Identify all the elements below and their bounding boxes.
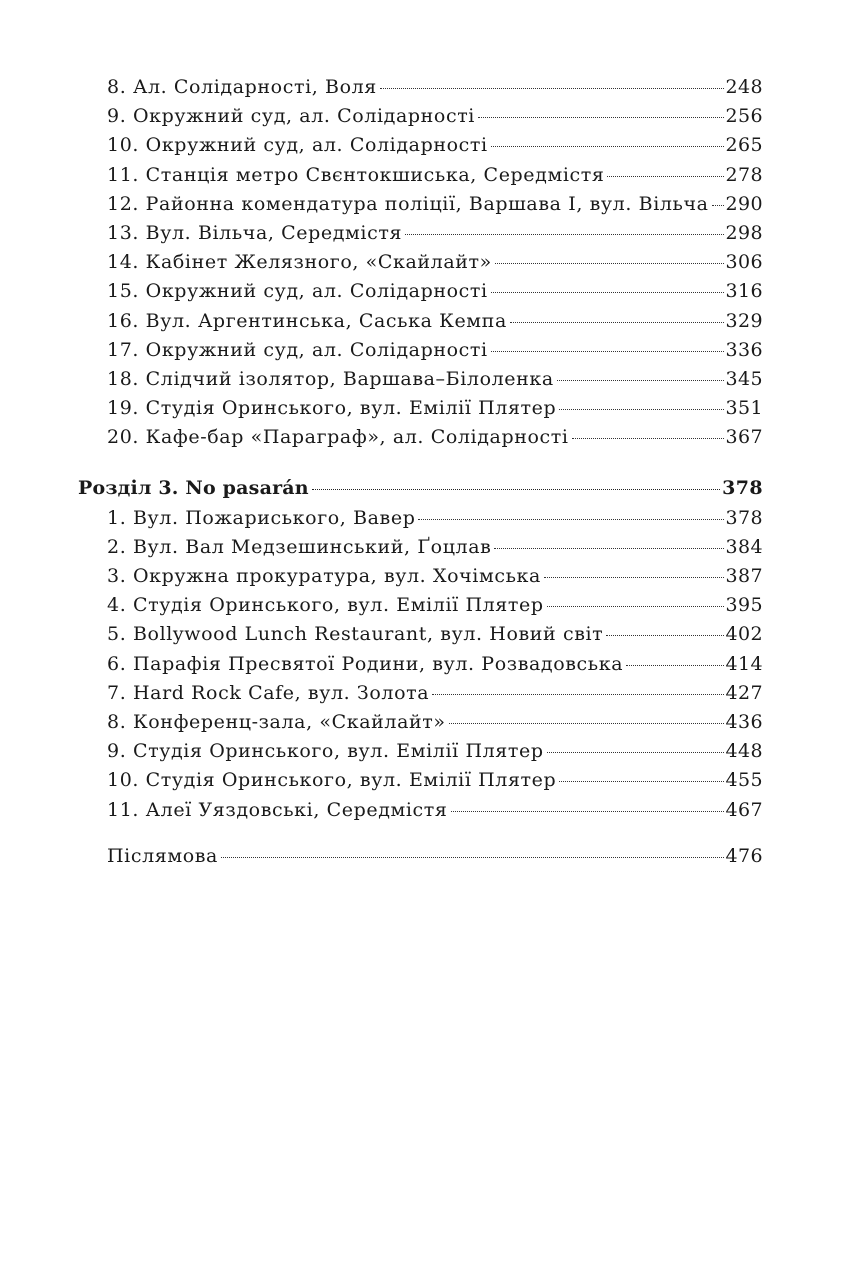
dot-leader: [572, 438, 724, 439]
chapter2-list: [78, 76, 763, 455]
toc-entry: [78, 76, 763, 105]
dot-leader: [559, 409, 723, 410]
toc-entry-page: 329: [725, 309, 763, 332]
toc-entry-title: 19. Студія Оринського, вул. Емілії Плятер: [107, 397, 557, 420]
dot-leader: [418, 519, 723, 520]
dot-leader: [478, 117, 724, 118]
toc-entry-title: 7. Hard Rock Cafe, вул. Золота: [107, 681, 430, 704]
toc-entry-title: 20. Кафе-бар «Параграф», ал. Солідарності: [107, 426, 569, 449]
chapter3-list: [78, 507, 763, 828]
toc-entry: [78, 397, 763, 426]
toc-entry-title: 11. Алеї Уяздовські, Середмістя: [107, 798, 448, 821]
toc-entry-title: 5. Bollywood Lunch Restaurant, вул. Новий світ: [107, 623, 604, 646]
toc-entry: [78, 653, 763, 682]
toc-entry: [78, 134, 763, 163]
dot-leader: [559, 781, 723, 782]
toc-entry-page: 455: [725, 769, 763, 792]
toc-entry-title: 13. Вул. Вільча, Середмістя: [107, 221, 403, 244]
toc-entry-title: 8. Ал. Солідарності, Воля: [107, 76, 377, 98]
toc-entry-page: 256: [725, 105, 763, 128]
table-of-contents: [78, 76, 763, 874]
toc-entry-page: 316: [725, 280, 763, 303]
toc-entry-title: 2. Вул. Вал Медзешинський, Ґоцлав: [107, 535, 492, 558]
toc-entry-title: 10. Окружний суд, ал. Солідарності: [107, 134, 488, 157]
toc-entry-page: 395: [725, 594, 763, 617]
toc-entry-page: 336: [725, 338, 763, 361]
toc-entry: [78, 507, 763, 536]
toc-entry: [78, 536, 763, 565]
dot-leader: [544, 577, 724, 578]
dot-leader: [495, 263, 724, 264]
dot-leader: [494, 548, 723, 549]
toc-entry-page: 448: [725, 740, 763, 763]
toc-entry: [78, 222, 763, 251]
toc-entry-page: 367: [725, 426, 763, 449]
dot-leader: [547, 752, 724, 753]
toc-entry-title: 12. Районна комендатура поліції, Варшава I, вул. Вільча: [107, 192, 709, 215]
toc-entry-title: 9. Студія Оринського, вул. Емілії Плятер: [107, 740, 544, 763]
dot-leader: [607, 176, 723, 177]
toc-entry-page: 265: [725, 134, 763, 157]
section-page: 378: [722, 477, 763, 500]
toc-entry-page: 402: [725, 623, 763, 646]
toc-entry-page: 290: [725, 192, 763, 215]
toc-entry: [78, 565, 763, 594]
dot-leader: [432, 694, 723, 695]
toc-entry: [78, 310, 763, 339]
toc-entry: [78, 280, 763, 309]
dot-leader: [712, 205, 724, 206]
toc-entry-page: 414: [725, 652, 763, 675]
toc-entry-title: 16. Вул. Аргентинська, Саська Кемпа: [107, 309, 507, 332]
toc-entry-title: 17. Окружний суд, ал. Солідарності: [107, 338, 488, 361]
toc-entry-title: 6. Парафія Пресвятої Родини, вул. Розвадовська: [107, 652, 624, 675]
toc-entry: [78, 339, 763, 368]
dot-leader: [451, 811, 724, 812]
afterword-title: Післямова: [107, 844, 218, 867]
dot-leader: [510, 322, 724, 323]
afterword-page: 476: [725, 844, 763, 867]
dot-leader: [449, 723, 724, 724]
dot-leader: [491, 351, 724, 352]
section-title: Розділ 3. No pasarán: [78, 477, 309, 500]
toc-entry: [78, 711, 763, 740]
toc-entry-title: 4. Студія Оринського, вул. Емілії Плятер: [107, 594, 544, 617]
toc-entry: [78, 740, 763, 769]
dot-leader: [547, 606, 724, 607]
toc-entry: [78, 623, 763, 652]
toc-entry: [78, 426, 763, 455]
toc-entry: [78, 769, 763, 798]
toc-entry-page: 298: [725, 221, 763, 244]
dot-leader: [312, 489, 720, 490]
toc-entry: [78, 368, 763, 397]
toc-entry: [78, 682, 763, 711]
toc-entry: [78, 251, 763, 280]
toc-entry: [78, 164, 763, 193]
toc-entry-title: 10. Студія Оринського, вул. Емілії Плятер: [107, 769, 557, 792]
toc-entry-page: 387: [725, 565, 763, 587]
toc-entry: [78, 105, 763, 134]
dot-leader: [491, 292, 724, 293]
dot-leader: [557, 380, 724, 381]
dot-leader: [221, 857, 724, 858]
toc-entry-page: 384: [725, 535, 763, 558]
toc-entry-page: 345: [725, 367, 763, 390]
toc-entry-page: 278: [725, 163, 763, 186]
toc-entry-page: 248: [725, 76, 763, 98]
dot-leader: [380, 88, 724, 89]
toc-entry-title: 9. Окружний суд, ал. Солідарності: [107, 105, 475, 128]
toc-entry-title: 1. Вул. Пожариського, Вавер: [107, 506, 416, 529]
dot-leader: [405, 234, 723, 235]
toc-entry: [78, 193, 763, 222]
toc-entry-title: 15. Окружний суд, ал. Солідарності: [107, 280, 488, 303]
toc-afterword: [78, 845, 763, 874]
toc-entry-title: 8. Конференц-зала, «Скайлайт»: [107, 710, 446, 733]
toc-entry-page: 306: [725, 251, 763, 274]
toc-entry-title: 18. Слідчий ізолятор, Варшава–Білоленка: [107, 367, 554, 390]
toc-entry-page: 467: [725, 798, 763, 821]
toc-entry-title: 14. Кабінет Желязного, «Скайлайт»: [107, 251, 492, 274]
toc-entry: [78, 594, 763, 623]
toc-entry-page: 378: [725, 506, 763, 529]
toc-entry-title: 3. Окружна прокуратура, вул. Хочімська: [107, 565, 541, 587]
toc-entry-page: 436: [725, 710, 763, 733]
dot-leader: [606, 635, 723, 636]
toc-entry-title: 11. Станція метро Свєнтокшиська, Середмістя: [107, 163, 605, 186]
toc-entry-page: 427: [725, 681, 763, 704]
toc-entry-page: 351: [725, 397, 763, 420]
toc-section-heading: [78, 477, 763, 506]
toc-entry: [78, 799, 763, 828]
dot-leader: [626, 665, 723, 666]
dot-leader: [491, 146, 724, 147]
